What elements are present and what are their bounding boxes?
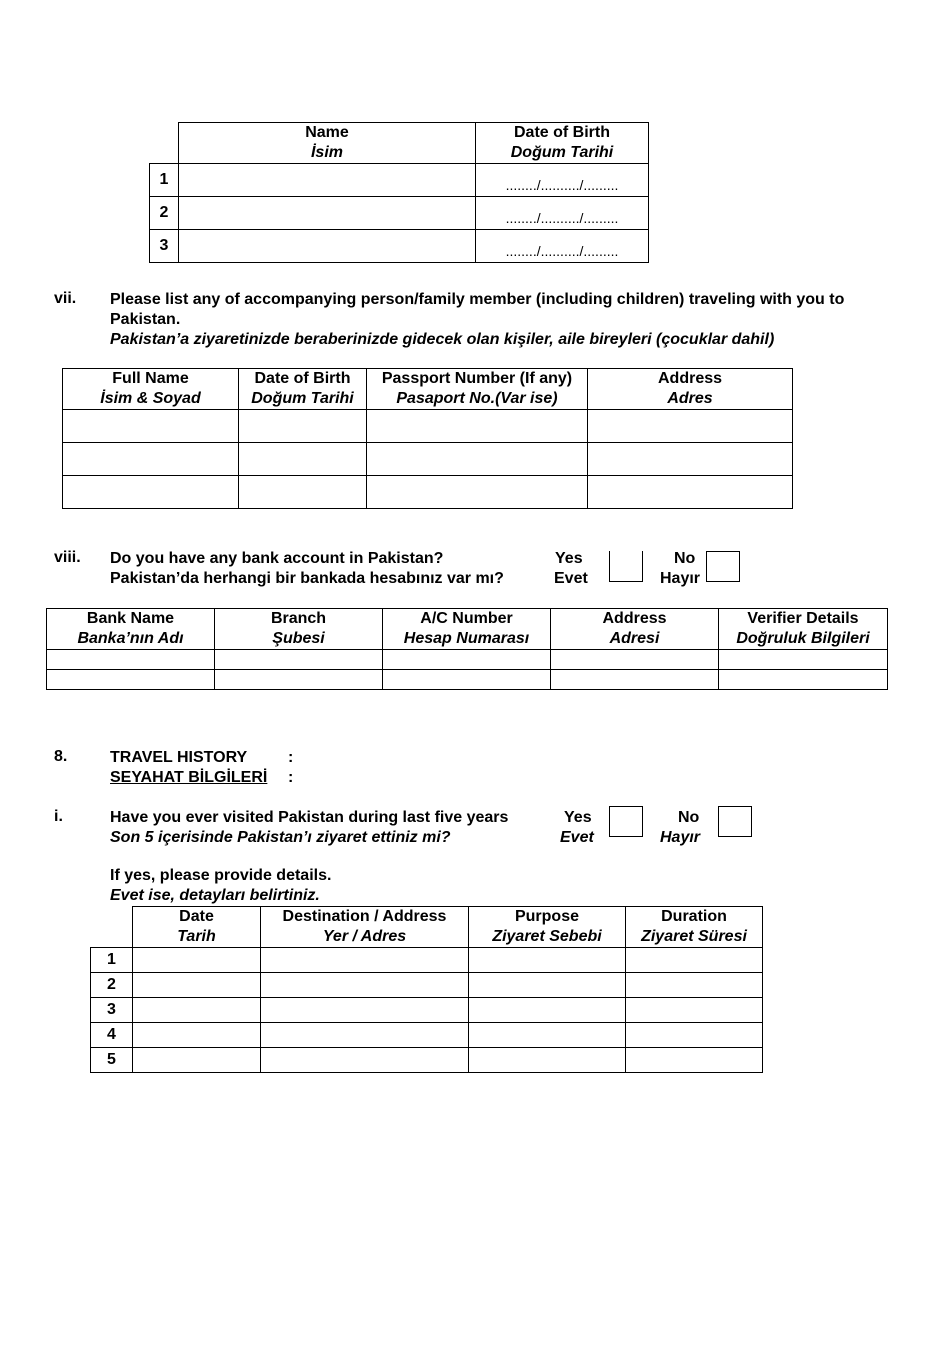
table-row [91, 998, 763, 1023]
table-cell[interactable] [626, 998, 763, 1023]
table-row [91, 948, 763, 973]
question-en: Do you have any bank account in Pakistan? [110, 550, 444, 567]
children-table [149, 122, 649, 263]
section-8-number: 8. [54, 748, 68, 765]
details-en: If yes, please provide details. [110, 867, 332, 884]
section-i-number: i. [54, 808, 63, 825]
bank-table [46, 608, 888, 690]
no-label: No Hayır [660, 550, 701, 587]
table-row [47, 650, 888, 670]
table-row [63, 410, 793, 443]
header-branch: Branch Şubesi [215, 609, 383, 650]
table-cell[interactable] [261, 1048, 469, 1073]
table-cell[interactable] [133, 1023, 261, 1048]
row-number: 2 [150, 197, 179, 230]
header-name: Name İsim [179, 123, 476, 164]
row-number: 5 [91, 1048, 133, 1073]
yes-label: Yes Evet [560, 809, 594, 846]
name-cell[interactable] [179, 164, 476, 197]
table-cell[interactable] [469, 948, 626, 973]
table-cell[interactable] [239, 410, 367, 443]
header-address: Address Adres [588, 369, 793, 410]
section-vii-number: vii. [54, 290, 77, 307]
row-number: 1 [150, 164, 179, 197]
table-cell[interactable] [215, 670, 383, 690]
table-cell[interactable] [588, 443, 793, 476]
table-cell[interactable] [63, 476, 239, 509]
table-cell[interactable] [626, 1023, 763, 1048]
table-cell[interactable] [626, 948, 763, 973]
table-cell[interactable] [719, 650, 888, 670]
header-address: Address Adresi [551, 609, 719, 650]
title-tr: SEYAHAT BİLGİLERİ [110, 769, 268, 786]
dob-cell[interactable]: ......../........../......... [476, 164, 649, 197]
table-row [91, 1048, 763, 1073]
travel-history-table [90, 906, 763, 1073]
table-row [91, 973, 763, 998]
table-cell[interactable] [469, 1023, 626, 1048]
table-cell[interactable] [383, 670, 551, 690]
section-viii-number: viii. [54, 549, 81, 566]
table-cell[interactable] [367, 476, 588, 509]
table-cell[interactable] [469, 1048, 626, 1073]
header-passport: Passport Number (If any) Pasaport No.(Var ise) [367, 369, 588, 410]
question-tr: Pakistan’da herhangi bir bankada hesabınız var mı? [110, 570, 504, 587]
table-cell[interactable] [469, 998, 626, 1023]
header-full-name: Full Name İsim & Soyad [63, 369, 239, 410]
dob-cell[interactable]: ......../........../......... [476, 230, 649, 263]
title-en: TRAVEL HISTORY [110, 749, 248, 766]
table-cell[interactable] [551, 670, 719, 690]
no-checkbox[interactable] [718, 806, 752, 837]
table-cell[interactable] [239, 443, 367, 476]
row-number: 2 [91, 973, 133, 998]
yes-checkbox[interactable] [609, 551, 643, 582]
title-colon: : : [288, 749, 294, 786]
table-cell[interactable] [133, 973, 261, 998]
table-cell[interactable] [63, 443, 239, 476]
header-bank-name: Bank Name Banka’nın Adı [47, 609, 215, 650]
table-cell[interactable] [719, 670, 888, 690]
table-cell[interactable] [469, 973, 626, 998]
details-instruction [110, 866, 331, 906]
table-cell[interactable] [588, 410, 793, 443]
table-cell[interactable] [551, 650, 719, 670]
header-verifier: Verifier Details Doğruluk Bilgileri [719, 609, 888, 650]
dob-cell[interactable]: ......../........../......... [476, 197, 649, 230]
section-8-title [110, 748, 267, 788]
table-cell[interactable] [383, 650, 551, 670]
name-cell[interactable] [179, 230, 476, 263]
table-cell[interactable] [261, 973, 469, 998]
table-cell[interactable] [626, 1048, 763, 1073]
table-cell[interactable] [261, 1023, 469, 1048]
yes-label: Yes Evet [554, 550, 588, 587]
table-row [63, 476, 793, 509]
table-cell[interactable] [215, 650, 383, 670]
name-cell[interactable] [179, 197, 476, 230]
question-en: Please list any of accompanying person/family member (including children) traveling with you to Pakistan. [110, 291, 845, 328]
table-cell[interactable] [133, 998, 261, 1023]
header-dob: Date of Birth Doğum Tarihi [476, 123, 649, 164]
table-cell[interactable] [133, 1048, 261, 1073]
header-date: Date Tarih [133, 907, 261, 948]
row-number: 4 [91, 1023, 133, 1048]
no-checkbox[interactable] [706, 551, 740, 582]
table-row [47, 670, 888, 690]
table-cell[interactable] [588, 476, 793, 509]
corner-cell [91, 907, 133, 948]
question-en: Have you ever visited Pakistan during last five years [110, 809, 509, 826]
section-i-question [110, 808, 550, 848]
header-duration: Duration Ziyaret Süresi [626, 907, 763, 948]
row-number: 1 [91, 948, 133, 973]
table-cell[interactable] [47, 670, 215, 690]
table-cell[interactable] [239, 476, 367, 509]
table-cell[interactable] [367, 443, 588, 476]
corner-cell [150, 123, 179, 164]
row-number: 3 [91, 998, 133, 1023]
question-tr: Pakistan’a ziyaretinizde beraberinizde gidecek olan kişiler, aile bireyleri (çocuklar dahil) [110, 331, 775, 348]
header-account-number: A/C Number Hesap Numarası [383, 609, 551, 650]
table-cell[interactable] [133, 948, 261, 973]
section-viii-question [110, 549, 550, 589]
header-destination: Destination / Address Yer / Adres [261, 907, 469, 948]
section-vii-question [110, 290, 910, 350]
table-cell[interactable] [367, 410, 588, 443]
table-row [91, 1023, 763, 1048]
no-label: No Hayır [660, 809, 701, 846]
yes-checkbox[interactable] [609, 806, 643, 837]
table-cell[interactable] [47, 650, 215, 670]
header-purpose: Purpose Ziyaret Sebebi [469, 907, 626, 948]
header-dob: Date of Birth Doğum Tarihi [239, 369, 367, 410]
details-tr: Evet ise, detayları belirtiniz. [110, 887, 320, 904]
table-row [63, 443, 793, 476]
companions-table [62, 368, 793, 509]
table-cell[interactable] [261, 998, 469, 1023]
question-tr: Son 5 içerisinde Pakistan’ı ziyaret ettiniz mi? [110, 829, 451, 846]
table-cell[interactable] [63, 410, 239, 443]
row-number: 3 [150, 230, 179, 263]
table-cell[interactable] [626, 973, 763, 998]
table-cell[interactable] [261, 948, 469, 973]
